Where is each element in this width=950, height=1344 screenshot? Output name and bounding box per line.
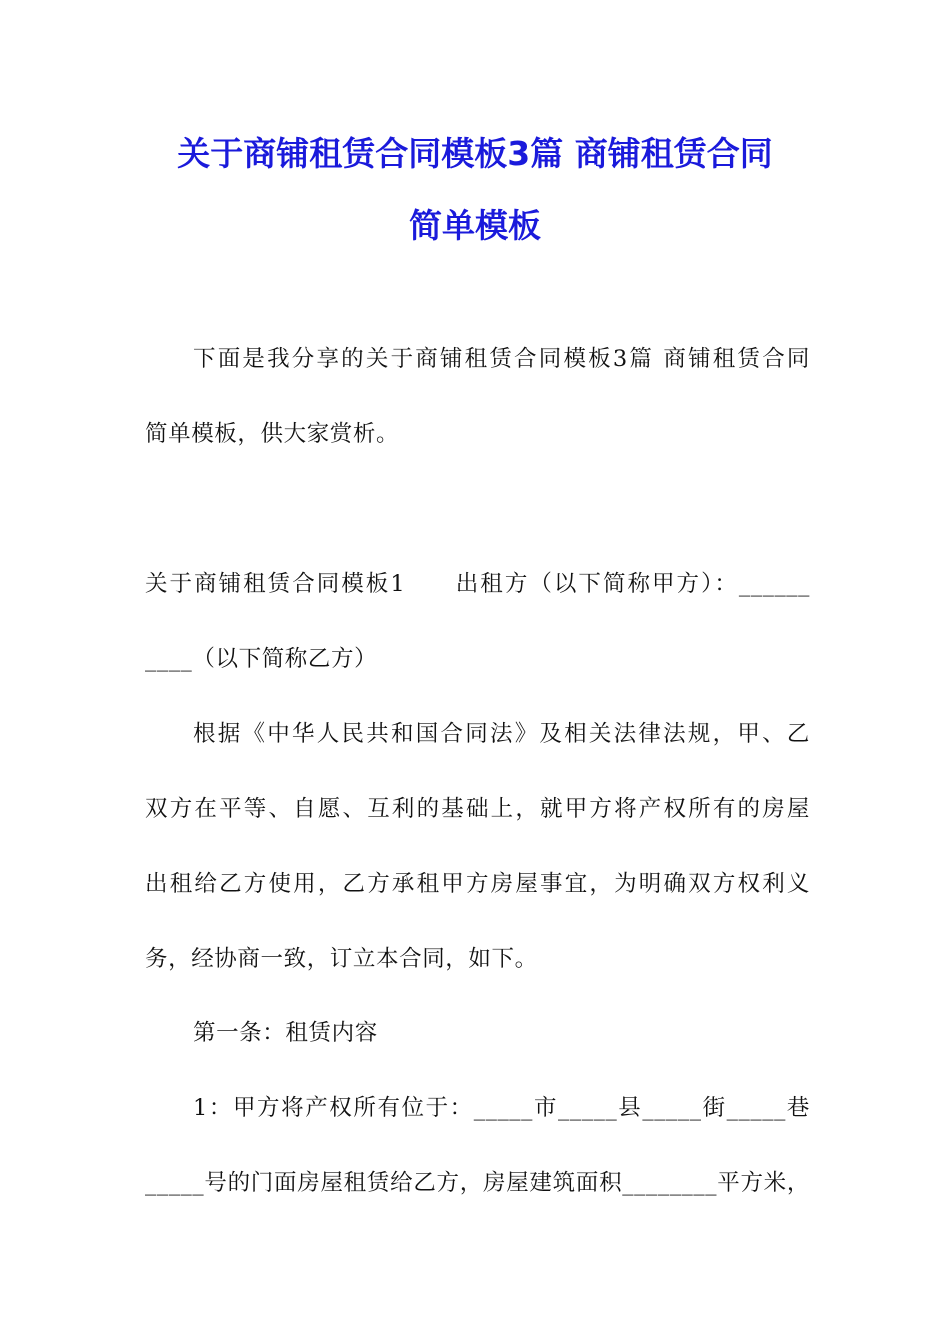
article1-item1-line-2: _____号的门面房屋租赁给乙方，房屋建筑面积________平方米，: [145, 1170, 810, 1196]
article1-heading: 第一条：租赁内容: [193, 1020, 378, 1046]
paragraph1-line-2: 双方在平等、自愿、互利的基础上，就甲方将产权所有的房屋: [145, 796, 810, 822]
article1-item1-line-1: 1：甲方将产权所有位于：_____市_____县_____街_____巷: [193, 1095, 810, 1121]
document-title-line-2: 简单模板: [409, 206, 541, 245]
paragraph1-line-4: 务，经协商一致，订立本合同，如下。: [145, 946, 538, 972]
intro-line-1: 下面是我分享的关于商铺租赁合同模板3篇 商铺租赁合同: [193, 346, 810, 372]
paragraph1-line-3: 出租给乙方使用，乙方承租甲方房屋事宜，为明确双方权利义: [145, 871, 810, 897]
section1-heading-line-1: 关于商铺租赁合同模板1 出租方（以下简称甲方）：______: [145, 571, 810, 597]
document-title-line-1: 关于商铺租赁合同模板3篇 商铺租赁合同: [177, 134, 773, 173]
paragraph1-line-1: 根据《中华人民共和国合同法》及相关法律法规，甲、乙: [193, 721, 810, 747]
intro-line-2: 简单模板，供大家赏析。: [145, 421, 400, 447]
section1-heading-line-2: ____（以下简称乙方）: [145, 646, 378, 672]
